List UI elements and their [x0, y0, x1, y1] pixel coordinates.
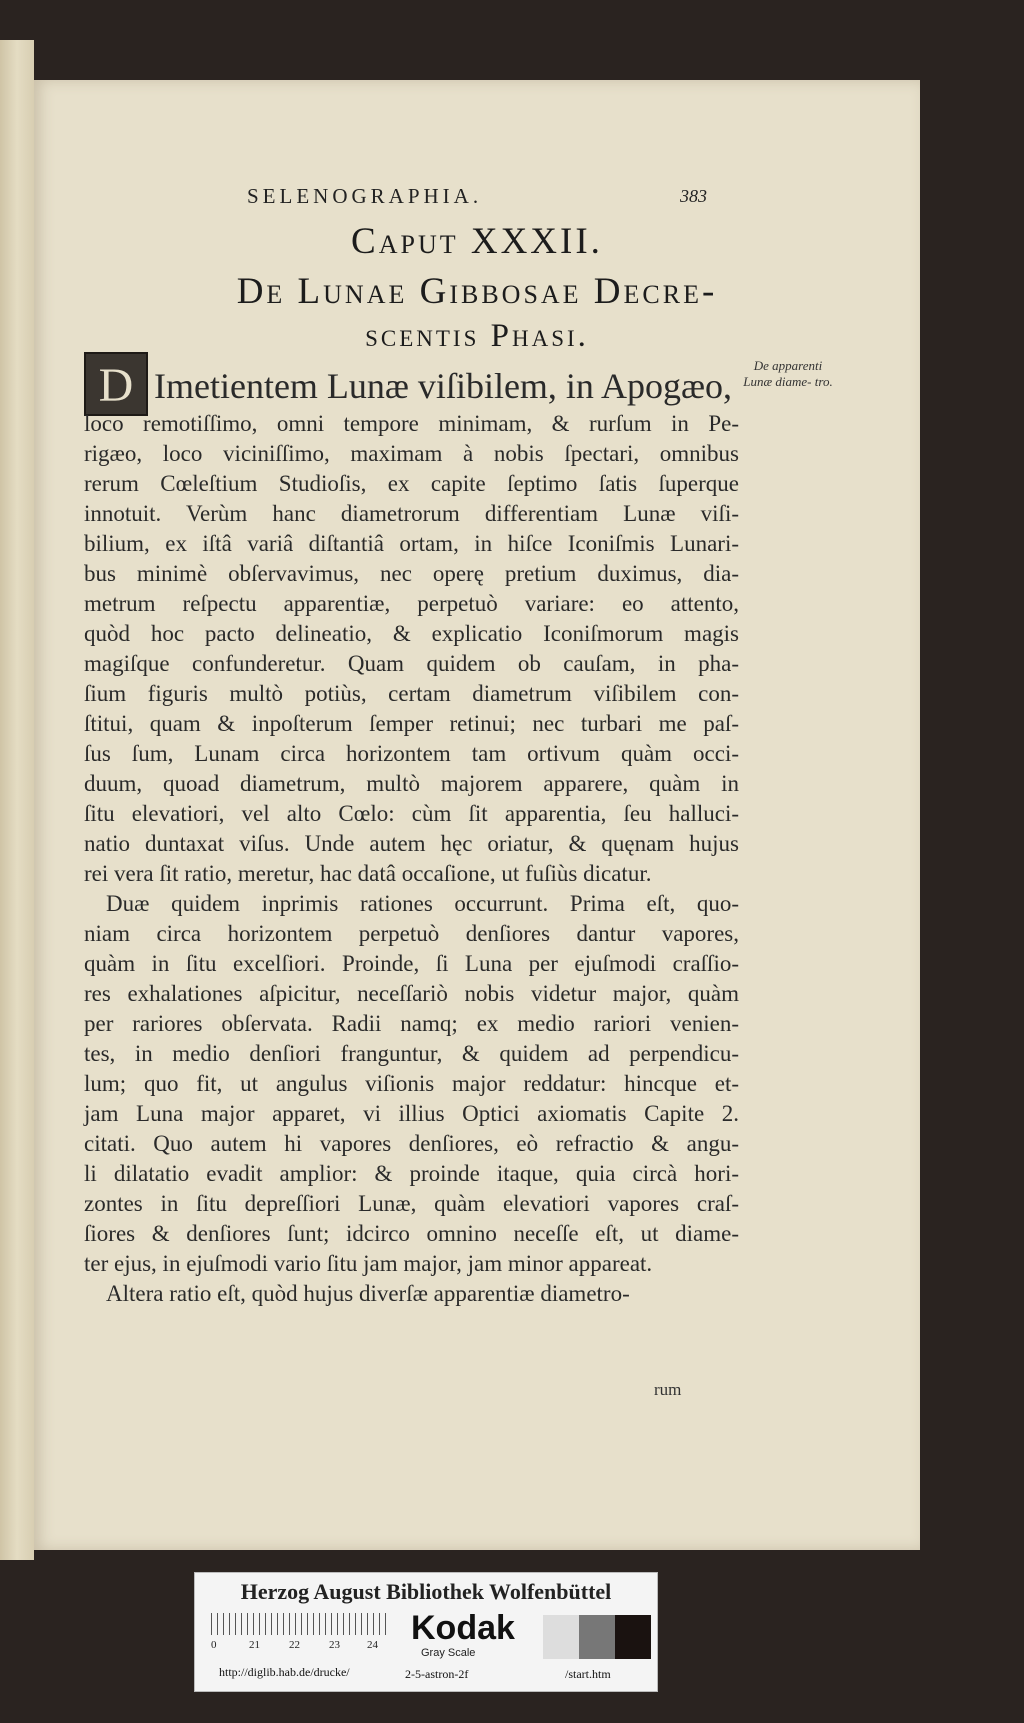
url-base: http://diglib.hab.de/drucke/ — [219, 1665, 350, 1679]
paragraph-1 — [84, 409, 739, 889]
text-line: res exhalationes aſpicitur, neceſſariò nobis videtur major, quàm — [84, 981, 739, 1006]
ruler-number: 0 — [211, 1639, 217, 1651]
text-line: ſtitui, quam & inpoſterum ſemper retinui; nec turbari me paſ- — [84, 711, 739, 736]
text-line: metrum reſpectu apparentiæ, perpetuò variare: eo attento, — [84, 591, 739, 616]
ruler-number: 22 — [289, 1639, 300, 1651]
url-suffix: /start.htm — [565, 1667, 611, 1681]
text-line: citati. Quo autem hi vapores denſiores, eò refractio & angu- — [84, 1131, 739, 1156]
gray-scale-label: Gray Scale — [421, 1647, 476, 1659]
text-line: tes, in medio denſiori franguntur, & quidem ad perpendicu- — [84, 1041, 739, 1066]
ruler-number: 24 — [367, 1639, 378, 1651]
text-line: ſus ſum, Lunam circa horizontem tam ortivum quàm occi- — [84, 741, 739, 766]
text-line: natio duntaxat viſus. Unde autem hęc oriatur, & quęnam hujus — [84, 831, 739, 856]
opening-line: Imetientem Lunæ viſibilem, in Apogæo, — [154, 366, 732, 406]
text-line: quàm in ſitu excelſiori. Proinde, ſi Luna per ejuſmodi craſſio- — [84, 951, 739, 976]
chapter-subtitle-line1: De Lunae Gibbosae Decre- — [236, 271, 718, 312]
text-line: ſium figuris multò potiùs, certam diametrum viſibilem con- — [84, 681, 739, 706]
ruler-number: 21 — [249, 1639, 260, 1651]
left-page-edge — [0, 40, 34, 1560]
marginal-note: De apparenti Lunæ diame- tro. — [743, 358, 833, 389]
text-line: ſiores & denſiores ſunt; idcirco omnino neceſſe eſt, ut diame- — [84, 1221, 739, 1246]
text-line: bus minimè obſervavimus, nec operę pretium duximus, dia- — [84, 561, 739, 586]
text-line: rerum Cœleſtium Studioſis, ex capite ſeptimo ſatis ſuperque — [84, 471, 739, 496]
text-line: Altera ratio eſt, quòd hujus diverſæ apparentiæ diametro- — [106, 1281, 630, 1306]
kodak-logo: Kodak — [411, 1609, 515, 1647]
chapter-title: Caput XXXII. — [351, 221, 603, 262]
text-line: rigæo, loco viciniſſimo, maximam à nobis ſpectari, omnibus — [84, 441, 739, 466]
text-line: jam Luna major apparet, vi illius Optici axiomatis Capite 2. — [84, 1101, 739, 1126]
running-head: SELENOGRAPHIA. — [247, 184, 483, 208]
text-line: zontes in ſitu depreſſiori Lunæ, quàm elevatiori vapores craſ- — [84, 1191, 739, 1216]
paragraph-2 — [84, 889, 739, 1279]
page-number: 383 — [680, 186, 707, 206]
body-text — [84, 363, 739, 1309]
gray-swatch-mid — [579, 1615, 615, 1659]
paragraph-3 — [84, 1279, 739, 1309]
text-line: magiſque confunderetur. Quam quidem ob cauſam, in pha- — [84, 651, 739, 676]
text-line: ter ejus, in ejuſmodi vario ſitu jam major, jam minor appareat. — [84, 1251, 653, 1276]
text-line: innotuit. Verùm hanc diametrorum differentiam Lunæ viſi- — [84, 501, 739, 526]
ruler-scale — [211, 1613, 391, 1635]
text-line: loco remotiſſimo, omni tempore minimam, & rurſum in Pe- — [84, 411, 739, 436]
text-line: rei vera ſit ratio, meretur, hac datâ occaſione, ut fuſiùs dicatur. — [84, 861, 652, 886]
text-line: ſitu elevatiori, vel alto Cœlo: cùm ſit apparentia, ſeu halluci- — [84, 801, 739, 826]
url-shelfmark: 2-5-astron-2f — [405, 1667, 469, 1681]
text-line: Duæ quidem inprimis rationes occurrunt. Prima eſt, quo- — [106, 891, 739, 916]
drop-cap-initial: D — [84, 352, 148, 416]
text-line: niam circa horizontem perpetuò denſiores dantur vapores, — [84, 921, 739, 946]
library-name: Herzog August Bibliothek Wolfenbüttel — [240, 1579, 612, 1604]
text-line: duum, quoad diametrum, multò majorem apparere, quàm in — [84, 771, 739, 796]
text-line: lum; quo fit, ut angulus viſionis major reddatur: hincque et- — [84, 1071, 739, 1096]
text-line: li dilatatio evadit amplior: & proinde itaque, quia circà hori- — [84, 1161, 739, 1186]
catchword: rum — [654, 1380, 682, 1399]
text-line: quòd hoc pacto delineatio, & explicatio Iconiſmorum magis — [84, 621, 739, 646]
book-page — [34, 80, 920, 1550]
color-target-card — [194, 1572, 658, 1692]
gray-swatch-light — [543, 1615, 579, 1659]
chapter-subtitle-line2: scentis Phasi. — [365, 318, 589, 354]
text-line: bilium, ex iſtâ variâ diſtantiâ ortam, in hiſce Iconiſmis Lunari- — [84, 531, 739, 556]
gray-swatch-dark — [615, 1615, 651, 1659]
text-line: per rariores obſervata. Radii namq; ex medio rariori venien- — [84, 1011, 739, 1036]
ruler-number: 23 — [329, 1639, 340, 1651]
